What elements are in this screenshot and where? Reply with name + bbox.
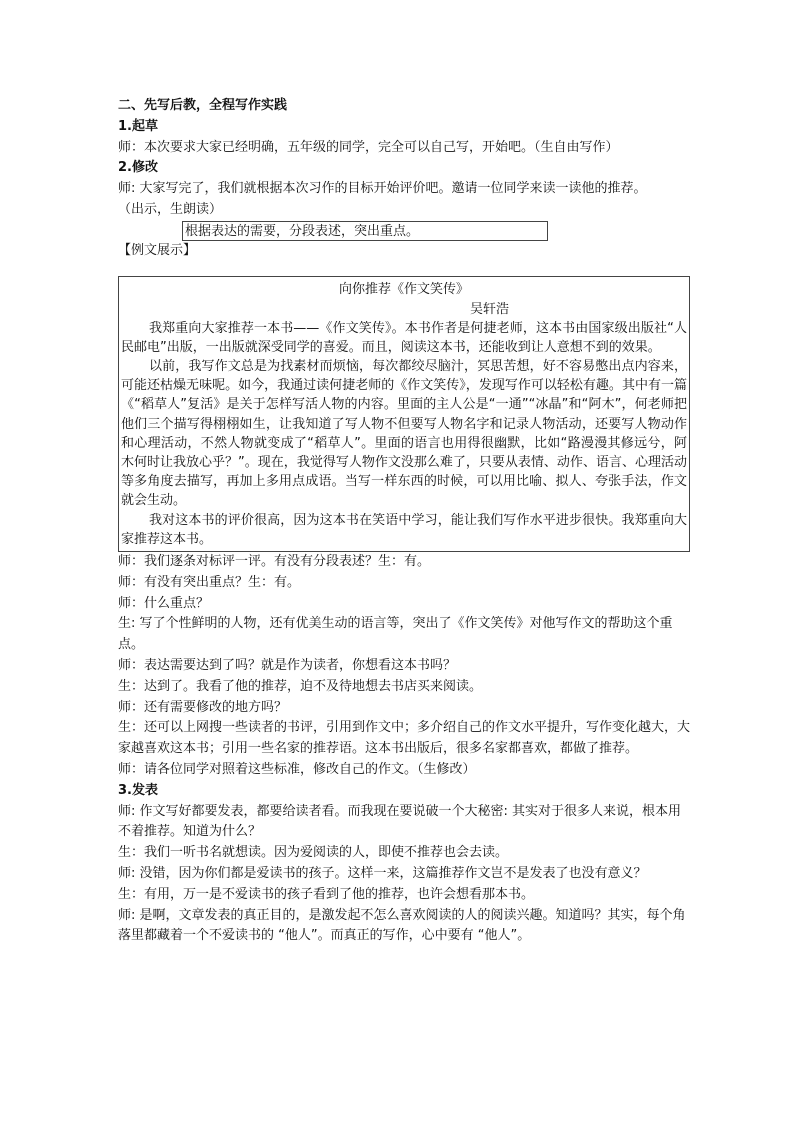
essay-paragraph: 我对这本书的评价很高，因为这本书在笑语中学习，能让我们写作水平进步很快。我郑重向大家推荐这本书。 bbox=[121, 512, 687, 547]
dialogue-line: 师: 是啊，文章发表的真正目的，是激发起不怎么喜欢阅读的人的阅读兴趣。知道吗？其实，每个角落里都藏着一个不爱读书的 “他人”。而真正的写作，心中要有 “他人”。 bbox=[118, 907, 686, 944]
example-essay-box bbox=[118, 276, 690, 552]
dialogue-line: 师：还有需要修改的地方吗？ bbox=[118, 699, 288, 715]
essay-author: 吴轩浩 bbox=[469, 301, 509, 317]
dialogue-line: 生：达到了。我看了他的推荐，迫不及待地想去书店买来阅读。 bbox=[118, 678, 483, 694]
dialogue-line: 师：请各位同学对照着这些标准，修改自己的作文。（生修改） bbox=[118, 761, 476, 777]
dialogue-line: 师：表达需要达到了吗？就是作为读者，你想看这本书吗？ bbox=[118, 658, 457, 673]
step2-text: 师: 大家写完了，我们就根据本次习作的目标开始评价吧。邀请一位同学来读一读他的推荐。 bbox=[118, 181, 647, 197]
dialogue-line: 生：还可以上网搜一些读者的书评，引用到作文中；多介绍自己的作文水平提升，写作变化越大，大家越喜欢这本书；引用一些名家的推荐语。这本书出版后，很多名家都喜欢，都做了推荐。 bbox=[118, 720, 691, 757]
step2-note: （出示，生朗读） bbox=[118, 201, 223, 217]
dialogue-line: 师: 作文写好都要发表，都要给读者看。而我现在要说破一个大秘密: 其实对于很多人来说，根本用不着推荐。知道为什么？ bbox=[118, 803, 682, 840]
dialogue-line: 师：有没有突出重点？生：有。 bbox=[118, 574, 301, 590]
criterion-box: 根据表达的需要，分段表述，突出重点。 bbox=[182, 221, 548, 241]
dialogue-line: 生：我们一听书名就想读。因为爱阅读的人，即使不推荐也会去读。 bbox=[118, 845, 509, 861]
dialogue-line: 师：什么重点？ bbox=[118, 595, 210, 611]
dialogue-line: 生: 写了个性鲜明的人物，还有优美生动的语言等，突出了《作文笑传》对他写作文的帮助这个重点。 bbox=[118, 616, 673, 653]
dialogue-line: 师: 没错，因为你们都是爱读书的孩子。这样一来，这篇推荐作文岂不是发表了也没有意义？ bbox=[118, 865, 647, 881]
step1-title: 1.起草 bbox=[118, 118, 158, 134]
dialogue-line: 生：有用，万一是不爱读书的孩子看到了他的推荐，也许会想看那本书。 bbox=[118, 886, 535, 902]
step2-title: 2.修改 bbox=[118, 160, 158, 176]
essay-paragraph: 我郑重向大家推荐一本书——《作文笑传》。本书作者是何捷老师，这本书由国家级出版社“人民邮电”出版，一出版就深受同学的喜爱。而且，阅读这本书，还能收到让人意想不到的效果。 bbox=[121, 320, 687, 355]
essay-title: 向你推荐《作文笑传》 bbox=[338, 281, 469, 297]
step3-title: 3.发表 bbox=[118, 782, 158, 798]
dialogue-line: 师：我们逐条对标评一评。有没有分段表述？生：有。 bbox=[118, 554, 431, 570]
essay-paragraph: 以前，我写作文总是为找素材而烦恼，每次都绞尽脑汁，冥思苦想，好不容易憋出点内容来，可能还枯燥无味呢。如今，我通过读何捷老师的《作文笑传》，发现写作可以轻松有趣。其中有一篇《“稻草人”复活》是关于怎样写活人物的内容。里面的主人公是“一通”“冰晶”和“阿木”，何老师把他们三个描写得栩栩如生，让我知道了写人物不但要写人物名字和记录人物活动，还要写人物动作和心理活动，不然人物就变成了“稻草人”。里面的语言也用得很幽默，比如“路漫漫其修远兮，阿木何时让我放心乎？”。现在，我觉得写人物作文没那么难了，只要从表情、动作、语言、心理活动等多角度去描写，再加上多用点成语。当写一样东西的时候，可以用比喻、拟人、夸张手法，作文就会生动。 bbox=[121, 358, 687, 509]
section-title: 二、先写后教，全程写作实践 bbox=[118, 98, 288, 113]
example-label: 【例文展示】 bbox=[118, 242, 197, 258]
document-page bbox=[118, 96, 694, 947]
step1-text: 师：本次要求大家已经明确，五年级的同学，完全可以自己写，开始吧。（生自由写作） bbox=[118, 139, 619, 155]
